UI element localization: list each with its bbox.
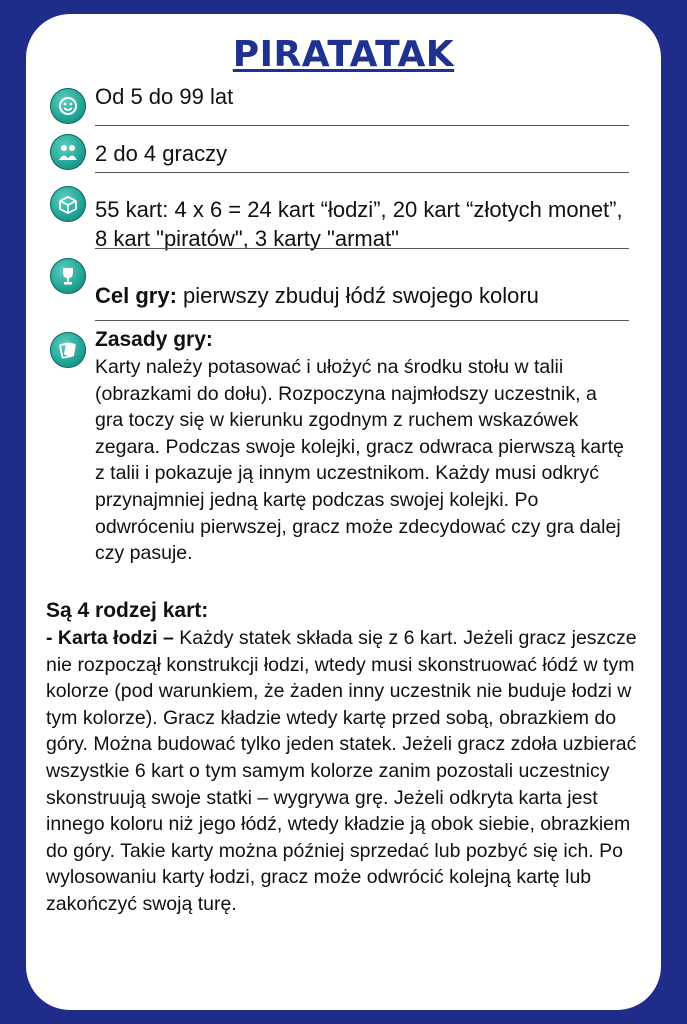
rules-heading: Zasady gry: <box>95 328 213 351</box>
age-text: Od 5 do 99 lat <box>95 84 234 109</box>
players-icon <box>50 134 86 170</box>
contents-text: 55 kart: 4 x 6 = 24 kart “łodzi”, 20 kart “złotych monet”, 8 kart "piratów", 3 karty "armat" <box>95 197 623 251</box>
divider <box>95 172 629 173</box>
goal-label: Cel gry: <box>95 283 177 308</box>
divider <box>95 125 629 126</box>
card-kinds-text <box>46 625 642 918</box>
box-icon <box>50 186 86 222</box>
boat-card-label: - Karta łodzi – <box>46 627 174 649</box>
card-kinds-heading: Są 4 rodzej kart: <box>46 599 209 622</box>
rules-text: Karty należy potasować i ułożyć na środku stołu w talii (obrazkami do dołu). Rozpoczyna najmłodszy uczestnik, a gra toczy się w kierunku zgodnym z ruchem wskazówek zegara. Podczas swoje kolejki, gracz odwraca pierwszą kartę z talii i pokazuje ją innym uczestnikom. Każdy musi odkryć przynajmniej jedną kartę podczas swojej kolejki. Po odwróceniu pierwszej, gracz może zdecydować czy gra dalej czy pasuje. <box>95 356 624 565</box>
page-title: PIRATATAK <box>232 34 455 75</box>
cards-icon <box>50 332 86 368</box>
goal-description: pierwszy zbuduj łódź swojego koloru <box>176 283 539 308</box>
divider <box>95 248 629 249</box>
goal-text <box>95 281 630 310</box>
age-icon <box>50 88 86 124</box>
players-text: 2 do 4 graczy <box>95 141 228 166</box>
boat-card-description: Każdy statek składa się z 6 kart. Jeżeli gracz jeszcze nie rozpoczął konstrukcji łodzi, wtedy musi skonstruować łódź w tym kolorze (pod warunkiem, że żaden inny uczestnik nie buduje łodzi w tym kolorze). Gracz kładzie wtedy kartę przed sobą, obrazkiem do góry. Można budować tylko jeden statek. Jeżeli gracz zdoła uzbierać wszystkie 6 kart o tym samym kolorze zanim pozostali uczestnicy skonstruują swoje statki – wygrywa grę. Jeżeli odkryta karta jest innego koloru niż jego łódź, wtedy kładzie ją obok siebie, obrazkiem do góry. Takie karty można później sprzedać lub pozbyć się ich. Po wylosowaniu karty łodzi, gracz może odwrócić kolejną kartę lub zakończyć swoją turę. <box>46 627 637 915</box>
rules-card <box>26 14 661 1010</box>
divider <box>95 320 629 321</box>
trophy-icon <box>50 258 86 294</box>
